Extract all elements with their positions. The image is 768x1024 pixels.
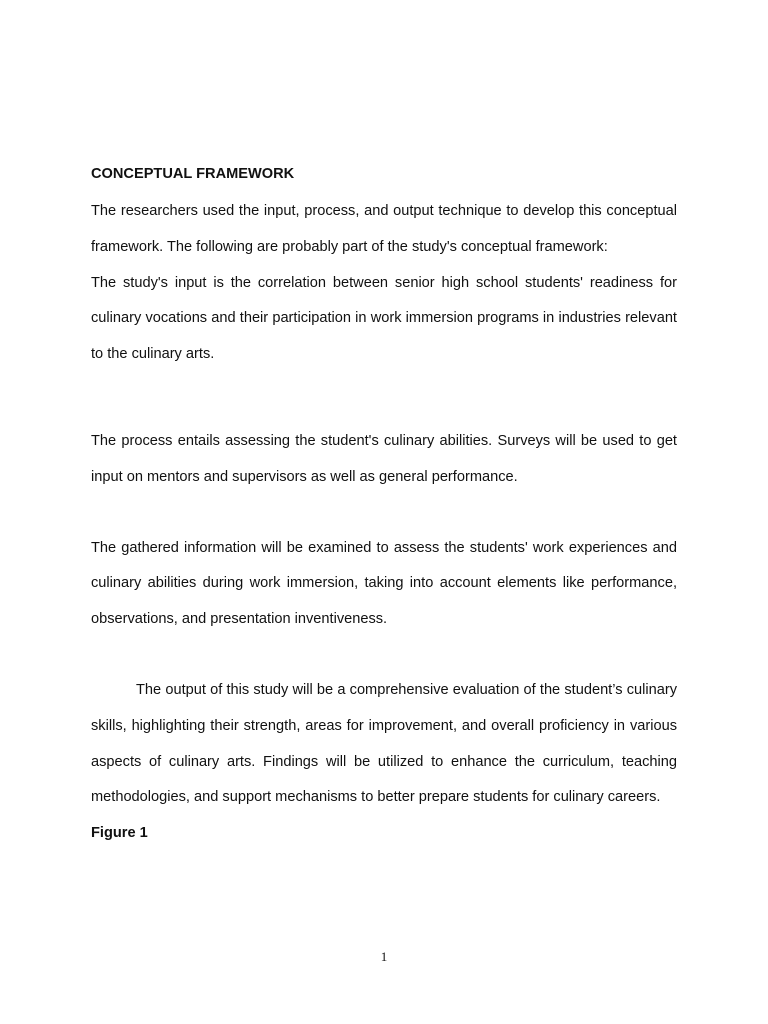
paragraph-process: The process entails assessing the student's culinary abilities. Surveys will be used to get input on mentors and supervisors as well as general performance. — [91, 432, 677, 485]
section-heading: CONCEPTUAL FRAMEWORK — [91, 166, 295, 182]
document-body — [91, 164, 677, 852]
paragraph-spacer — [91, 373, 677, 424]
paragraph-spacer — [91, 496, 677, 531]
paragraph-input: The study's input is the correlation between senior high school students' readiness for culinary vocations and their participation in work immersion programs in industries relevant to the culinary arts. — [91, 274, 677, 363]
paragraph-output: The output of this study will be a comprehensive evaluation of the student’s culinary skills, highlighting their strength, areas for improvement, and overall proficiency in various aspects of culinary arts. Findings will be utilized to enhance the curriculum, teaching methodologies, and support mechanisms to better prepare students for culinary careers. — [91, 681, 677, 806]
paragraph-spacer — [91, 638, 677, 673]
paragraph-analysis: The gathered information will be examined to assess the students' work experiences and culinary abilities during work immersion, taking into account elements like performance, observations, and presentation inventiveness. — [91, 539, 677, 628]
figure-label: Figure 1 — [91, 825, 148, 842]
page-number: 1 — [380, 949, 388, 964]
paragraph-intro: The researchers used the input, process, and output technique to develop this conceptual framework. The following are probably part of the study's conceptual framework: — [91, 203, 677, 255]
